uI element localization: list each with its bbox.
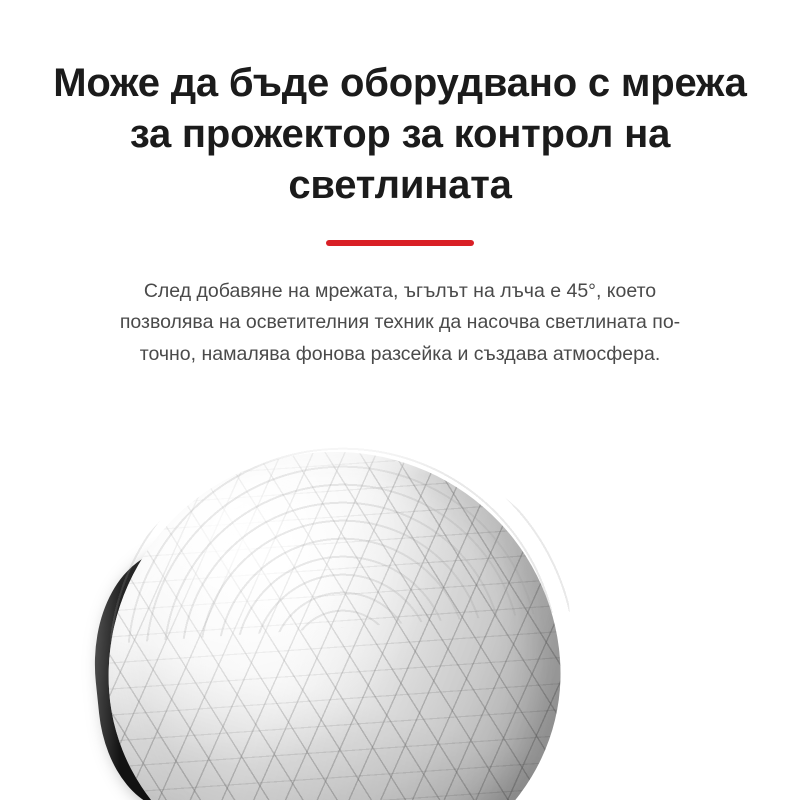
dish-shading xyxy=(94,437,575,800)
image-fade-right xyxy=(560,430,800,800)
description-text: След добавяне на мрежата, ъгълът на лъча е 45°, което позволява на осветителния техник да насочва светлината по-точно, намалява фонова разсейка и създава атмосфера. xyxy=(119,279,681,365)
divider-wrapper xyxy=(34,240,766,246)
softbox-reflector-dish xyxy=(94,437,575,800)
product-image xyxy=(0,430,800,800)
heading-block xyxy=(0,0,800,246)
description-block xyxy=(0,276,800,371)
page-title: Може да бъде оборудвано с мрежа за прожектор за контрол на светлината xyxy=(53,61,747,208)
accent-divider xyxy=(326,240,474,246)
